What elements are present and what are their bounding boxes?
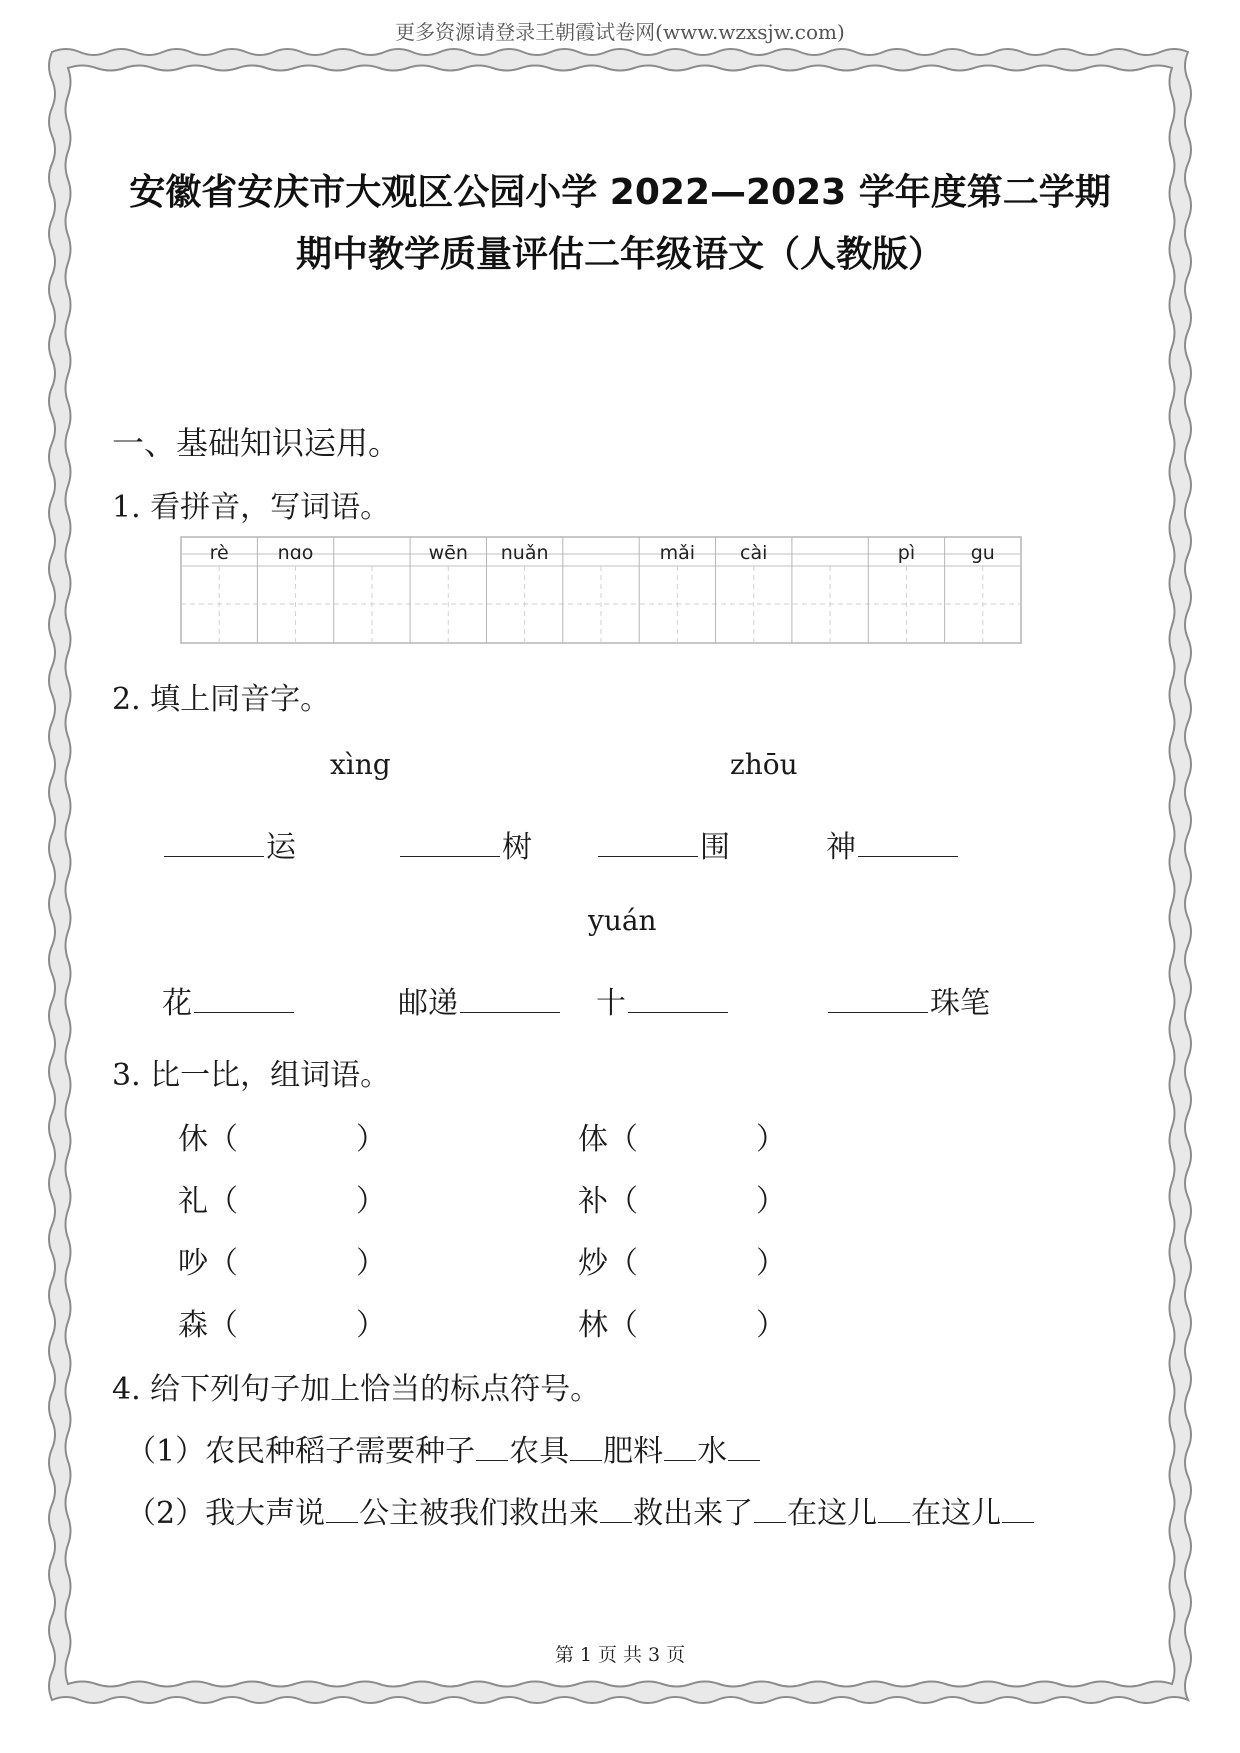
compare-char: 补 bbox=[578, 1184, 608, 1219]
blank-item-char: 邮递 bbox=[398, 986, 458, 1021]
compare-char: 体 bbox=[578, 1122, 608, 1157]
sentence-part: 在这儿 bbox=[911, 1496, 1002, 1531]
paren-close: ） bbox=[356, 1246, 386, 1281]
page-footer: 第 1 页 共 3 页 bbox=[554, 1644, 686, 1666]
blank-item-char: 十 bbox=[596, 986, 626, 1021]
question-1-label: 1. 看拼音，写词语。 bbox=[112, 490, 391, 525]
blank-item[interactable] bbox=[596, 978, 730, 1022]
compare-item-left[interactable] bbox=[178, 1300, 386, 1344]
sentence-part: 公主被我们救出来 bbox=[359, 1496, 600, 1531]
paren-close: ） bbox=[356, 1122, 386, 1157]
paren-open: （ bbox=[608, 1122, 638, 1157]
blank-item-char: 运 bbox=[266, 830, 296, 865]
compare-char: 休 bbox=[178, 1122, 208, 1157]
compare-item-left[interactable] bbox=[178, 1238, 386, 1282]
blank-item[interactable] bbox=[162, 822, 296, 866]
paren-close: ） bbox=[356, 1184, 386, 1219]
paren-open: （ bbox=[208, 1184, 238, 1219]
question-3-label: 3. 比一比，组词语。 bbox=[112, 1058, 391, 1093]
pinyin-zhou: zhōu bbox=[730, 748, 798, 781]
paren-open: （ bbox=[608, 1246, 638, 1281]
compare-char: 吵 bbox=[178, 1246, 208, 1281]
blank-item[interactable] bbox=[826, 822, 960, 866]
pinyin-label: mǎi bbox=[659, 542, 696, 564]
blank-item[interactable] bbox=[826, 978, 990, 1022]
compare-item-right[interactable] bbox=[578, 1114, 786, 1158]
sentence-number: （2） bbox=[126, 1496, 206, 1531]
pinyin-label: cài bbox=[740, 542, 768, 564]
question-2-label: 2. 填上同音字。 bbox=[112, 682, 331, 717]
writing-grid-lines bbox=[180, 536, 1022, 644]
pinyin-label: wēn bbox=[428, 542, 468, 564]
sentence-part: 在这儿 bbox=[787, 1496, 878, 1531]
pinyin-label: gu bbox=[970, 542, 995, 564]
sentence-2[interactable] bbox=[126, 1488, 1035, 1532]
blank-item-char: 珠笔 bbox=[930, 986, 990, 1021]
blank-item-char: 围 bbox=[700, 830, 730, 865]
watermark-text: 更多资源请登录王朝霞试卷网(www.wzxsjw.com) bbox=[395, 20, 845, 44]
paren-open: （ bbox=[608, 1184, 638, 1219]
sentence-1[interactable] bbox=[126, 1426, 761, 1470]
compare-item-left[interactable] bbox=[178, 1114, 386, 1158]
paren-close: ） bbox=[756, 1122, 786, 1157]
sentence-part: 肥料 bbox=[603, 1434, 664, 1469]
compare-item-right[interactable] bbox=[578, 1238, 786, 1282]
pinyin-xing: xìng bbox=[330, 748, 391, 781]
sentence-part: 农民种稻子需要种子 bbox=[205, 1434, 476, 1469]
compare-char: 礼 bbox=[178, 1184, 208, 1219]
paren-close: ） bbox=[756, 1246, 786, 1281]
compare-char: 林 bbox=[578, 1308, 608, 1343]
paren-close: ） bbox=[756, 1308, 786, 1343]
pinyin-label: pì bbox=[897, 542, 916, 564]
sentence-part: 农具 bbox=[509, 1434, 570, 1469]
blank-item[interactable] bbox=[162, 978, 296, 1022]
compare-item-left[interactable] bbox=[178, 1176, 386, 1220]
sentence-part: 救出来了 bbox=[633, 1496, 754, 1531]
section-heading: 一、基础知识运用。 bbox=[112, 424, 401, 462]
paren-close: ） bbox=[356, 1308, 386, 1343]
blank-item-char: 树 bbox=[502, 830, 532, 865]
paren-close: ） bbox=[756, 1184, 786, 1219]
paren-open: （ bbox=[208, 1308, 238, 1343]
paren-open: （ bbox=[208, 1122, 238, 1157]
compare-char: 炒 bbox=[578, 1246, 608, 1281]
blank-item[interactable] bbox=[398, 978, 562, 1022]
document-title-line2: 期中教学质量评估二年级语文（人教版） bbox=[295, 234, 944, 275]
pinyin-label: nɑo bbox=[277, 542, 314, 564]
blank-item-char: 花 bbox=[162, 986, 192, 1021]
pinyin-yuan: yuán bbox=[588, 904, 657, 937]
sentence-part: 我大声说 bbox=[205, 1496, 326, 1531]
blank-item[interactable] bbox=[596, 822, 730, 866]
sentence-number: （1） bbox=[126, 1434, 206, 1469]
sentence-part: 水 bbox=[697, 1434, 728, 1469]
compare-char: 森 bbox=[178, 1308, 208, 1343]
blank-item-char: 神 bbox=[826, 830, 856, 865]
question-4-label: 4. 给下列句子加上恰当的标点符号。 bbox=[112, 1372, 601, 1407]
writing-grid[interactable] bbox=[180, 536, 1022, 644]
document-title-line1: 安徽省安庆市大观区公园小学 2022—2023 学年度第二学期 bbox=[129, 172, 1111, 213]
paren-open: （ bbox=[608, 1308, 638, 1343]
paren-open: （ bbox=[208, 1246, 238, 1281]
compare-item-right[interactable] bbox=[578, 1176, 786, 1220]
pinyin-label: nuǎn bbox=[500, 542, 549, 564]
blank-item[interactable] bbox=[398, 822, 532, 866]
pinyin-label: rè bbox=[209, 542, 229, 564]
compare-item-right[interactable] bbox=[578, 1300, 786, 1344]
